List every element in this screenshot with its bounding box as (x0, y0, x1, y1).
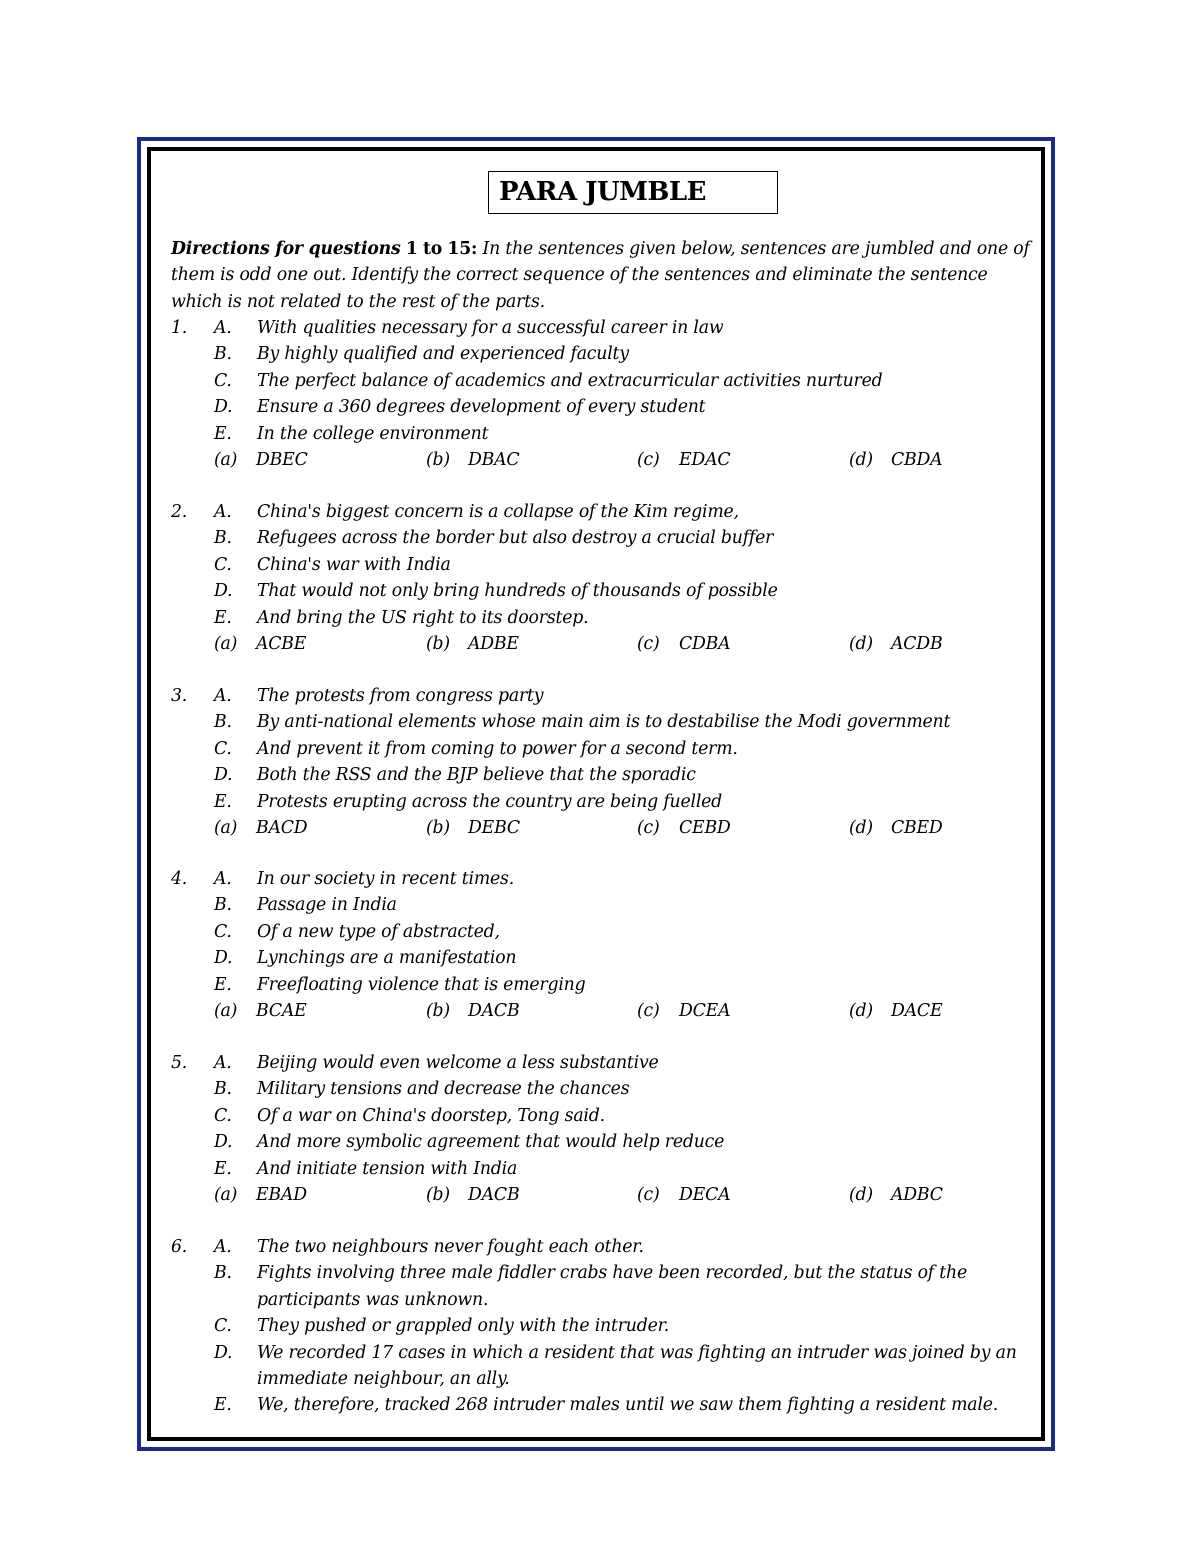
sentence-row (171, 1260, 1031, 1313)
sentence-row (171, 394, 1031, 420)
option-label: (b) (426, 817, 450, 838)
sentence-letter: C. (214, 370, 232, 391)
sentence-row (171, 1234, 1031, 1260)
directions-range-start: 1 (405, 239, 418, 259)
directions-text: In the sentences given below, sentences are jumbled and one of them is odd one out. Identify the correct sequence of the sentences and eliminate the sentence which is not related to the rest of the parts. (171, 239, 1030, 312)
sentence-text: Passage in India (257, 895, 397, 916)
option-label: (b) (426, 1000, 450, 1021)
option-value: CDBA (679, 633, 731, 654)
option-label: (a) (214, 817, 238, 838)
sentence-text: By anti-national elements whose main aim is to destabilise the Modi government (257, 712, 951, 733)
sentence-text: And more symbolic agreement that would help reduce (257, 1132, 725, 1153)
sentence-text: With qualities necessary for a successful career in law (257, 318, 724, 338)
sentence-text: They pushed or grappled only with the intruder. (257, 1316, 670, 1337)
sentence-letter: C. (214, 738, 232, 759)
sentence-row (171, 789, 1031, 815)
sentence-letter: D. (214, 1342, 233, 1363)
question (171, 1050, 1031, 1208)
sentence-row (171, 368, 1031, 394)
sentence-letter: A. (214, 318, 232, 338)
option-value: DECA (679, 1184, 731, 1205)
sentence-row (171, 1076, 1031, 1102)
sentence-letter: B. (214, 1079, 232, 1100)
sentence-text: In our society in recent times. (257, 869, 515, 889)
sentence-text: In the college environment (257, 423, 489, 444)
option-label: (d) (849, 633, 873, 654)
sentence-row (171, 892, 1031, 918)
sentence-letter: A. (214, 686, 232, 706)
question (171, 499, 1031, 657)
sentence-row (171, 762, 1031, 788)
option-label: (b) (426, 1184, 450, 1205)
sentence-row (171, 315, 1031, 341)
sentence-text: Beijing would even welcome a less substantive (257, 1053, 659, 1073)
question-number: 6. (171, 1237, 188, 1257)
sentence-text: Freefloating violence that is emerging (257, 974, 586, 995)
option-label: (a) (214, 1000, 238, 1021)
sentence-text: The two neighbours never fought each other. (257, 1237, 644, 1257)
question-number: 2. (171, 502, 188, 522)
sentence-text: And prevent it from coming to power for a second term. (257, 738, 738, 759)
sentence-row (171, 683, 1031, 709)
option-label: (c) (637, 1000, 660, 1021)
sentence-text: China's war with India (257, 554, 451, 575)
sentence-row (171, 605, 1031, 631)
sentence-letter: E. (214, 423, 232, 444)
sentence-text: The protests from congress party (257, 686, 544, 706)
sentence-row (171, 421, 1031, 447)
sentence-letter: C. (214, 921, 232, 942)
sentence-letter: C. (214, 554, 232, 575)
question (171, 1234, 1031, 1419)
sentence-row (171, 919, 1031, 945)
option-value: DEBC (468, 817, 520, 838)
option-label: (c) (637, 817, 660, 838)
sentence-row (171, 972, 1031, 998)
sentence-letter: B. (214, 712, 232, 733)
sentence-text: That would not only bring hundreds of thousands of possible (257, 581, 778, 602)
sentence-text: The perfect balance of academics and extracurricular activities nurtured (257, 370, 883, 391)
directions-range-end: 15: (447, 239, 478, 259)
sentence-letter: C. (214, 1105, 232, 1126)
option-value: BACD (256, 817, 308, 838)
sentence-row (171, 525, 1031, 551)
sentence-row (171, 499, 1031, 525)
sentence-text: We recorded 17 cases in which a resident that was fighting an intruder was joined by an immediate neighbour, an ally. (257, 1342, 1017, 1389)
option-value: DBAC (468, 449, 520, 470)
option-value: ADBE (468, 633, 519, 654)
option-value: EBAD (256, 1184, 307, 1205)
sentence-text: Military tensions and decrease the chances (257, 1079, 630, 1100)
option-label: (d) (849, 1000, 873, 1021)
options-row (171, 815, 1031, 841)
sentence-letter: B. (214, 895, 232, 916)
option-label: (c) (637, 1184, 660, 1205)
option-value: ACBE (256, 633, 307, 654)
sentence-letter: C. (214, 1316, 232, 1337)
sentence-text: By highly qualified and experienced faculty (257, 344, 629, 365)
sentence-text: Of a war on China's doorstep, Tong said. (257, 1105, 605, 1126)
question (171, 315, 1031, 473)
option-label: (d) (849, 817, 873, 838)
question (171, 683, 1031, 841)
option-label: (a) (214, 633, 238, 654)
sentence-row (171, 1156, 1031, 1182)
sentence-text: Lynchings are a manifestation (257, 948, 517, 969)
question-number: 1. (171, 318, 188, 338)
option-value: DACB (468, 1000, 520, 1021)
option-value: ADBC (891, 1184, 943, 1205)
sentence-text: And initiate tension with India (257, 1158, 518, 1179)
sentence-letter: E. (214, 607, 232, 628)
sentence-row (171, 578, 1031, 604)
sentence-row (171, 1050, 1031, 1076)
sentence-letter: E. (214, 791, 232, 812)
sentence-letter: D. (214, 397, 233, 418)
directions (171, 236, 1031, 315)
directions-range-word: to (423, 239, 443, 259)
option-label: (b) (426, 449, 450, 470)
sentence-text: We, therefore, tracked 268 intruder males until we saw them fighting a resident male. (257, 1395, 999, 1416)
option-label: (c) (637, 449, 660, 470)
options-row (171, 998, 1031, 1024)
options-row (171, 1182, 1031, 1208)
sentence-row (171, 341, 1031, 367)
sentence-row (171, 736, 1031, 762)
sentence-letter: D. (214, 581, 233, 602)
sentence-letter: D. (214, 1132, 233, 1153)
sentence-text: Refugees across the border but also destroy a crucial buffer (257, 528, 774, 549)
sentence-row (171, 1340, 1031, 1393)
sentence-text: And bring the US right to its doorstep. (257, 607, 589, 628)
sentence-letter: B. (214, 1263, 232, 1284)
page-title: PARA JUMBLE (488, 171, 778, 214)
sentence-text: China's biggest concern is a collapse of the Kim regime, (257, 502, 739, 522)
question-number: 4. (171, 869, 188, 889)
question-number: 5. (171, 1053, 188, 1073)
sentence-row (171, 552, 1031, 578)
option-value: CEBD (679, 817, 731, 838)
sentence-text: Protests erupting across the country are being fuelled (257, 791, 723, 812)
option-label: (a) (214, 449, 238, 470)
directions-lead: Directions for questions (171, 239, 401, 259)
sentence-text: Fights involving three male fiddler crabs have been recorded, but the status of the participants was unknown. (257, 1263, 967, 1310)
sentence-letter: A. (214, 1053, 232, 1073)
sentence-letter: A. (214, 1237, 232, 1257)
option-label: (c) (637, 633, 660, 654)
sentence-row (171, 866, 1031, 892)
sentence-letter: B. (214, 344, 232, 365)
option-value: CBDA (891, 449, 943, 470)
option-value: BCAE (256, 1000, 307, 1021)
option-value: DACE (891, 1000, 943, 1021)
sentence-text: Ensure a 360 degrees development of every student (257, 397, 706, 418)
sentence-text: Of a new type of abstracted, (257, 921, 500, 942)
question-number: 3. (171, 686, 188, 706)
option-label: (d) (849, 1184, 873, 1205)
sentence-letter: E. (214, 1395, 232, 1416)
sentence-letter: E. (214, 974, 232, 995)
sentence-letter: A. (214, 502, 232, 522)
option-value: ACDB (891, 633, 943, 654)
option-label: (b) (426, 633, 450, 654)
sentence-letter: A. (214, 869, 232, 889)
option-value: DACB (468, 1184, 520, 1205)
option-label: (a) (214, 1184, 238, 1205)
sentence-letter: E. (214, 1158, 232, 1179)
question (171, 866, 1031, 1024)
sentence-row (171, 1103, 1031, 1129)
option-value: DBEC (256, 449, 308, 470)
sentence-row (171, 1392, 1031, 1418)
sentence-text: Both the RSS and the BJP believe that the sporadic (257, 765, 696, 786)
sentence-row (171, 945, 1031, 971)
sentence-letter: D. (214, 765, 233, 786)
sentence-row (171, 1313, 1031, 1339)
options-row (171, 447, 1031, 473)
option-value: DCEA (679, 1000, 731, 1021)
sentence-row (171, 709, 1031, 735)
option-label: (d) (849, 449, 873, 470)
sentence-row (171, 1129, 1031, 1155)
option-value: CBED (891, 817, 943, 838)
sentence-letter: D. (214, 948, 233, 969)
sentence-letter: B. (214, 528, 232, 549)
option-value: EDAC (679, 449, 731, 470)
options-row (171, 631, 1031, 657)
